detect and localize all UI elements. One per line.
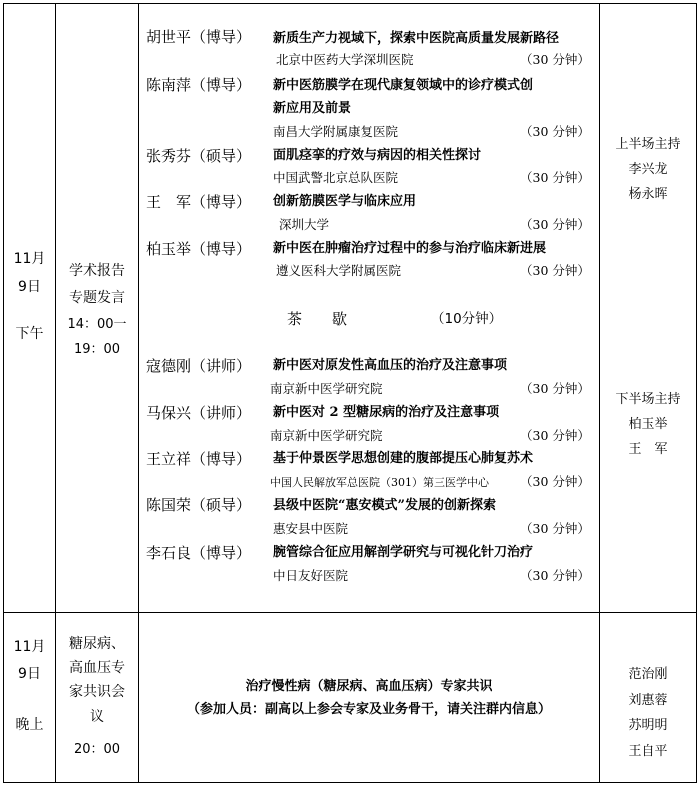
speaker-name: 马保兴（讲师） <box>146 404 252 422</box>
institution: 中日友好医院 <box>273 568 349 583</box>
table-border-right <box>696 3 697 783</box>
date-day: 9日 <box>18 279 41 295</box>
duration: （30 分钟） <box>520 568 590 583</box>
row-divider <box>3 612 697 613</box>
host-name: 苏明明 <box>628 718 668 733</box>
duration: （30 分钟） <box>520 521 590 536</box>
table-border-top <box>3 3 697 4</box>
host-name: 杨永晖 <box>628 187 668 202</box>
institution: 中国武警北京总队医院 <box>273 170 399 185</box>
host-label: 下半场主持 <box>615 392 681 407</box>
speaker-name: 王 军（博导） <box>146 193 252 211</box>
speaker-name: 陈国荣（硕导） <box>146 496 252 514</box>
institution: 南京新中医学研究院 <box>270 381 383 396</box>
speaker-name: 寇德刚（讲师） <box>146 357 252 375</box>
session-type-line: 议 <box>90 709 104 725</box>
session-time: 20：00 <box>73 742 121 757</box>
host-name: 王 军 <box>628 442 668 457</box>
date-day: 9日 <box>18 666 41 682</box>
session-type-line: 糖尿病、 <box>69 636 125 652</box>
host-name: 李兴龙 <box>628 162 668 177</box>
consensus-title: 治疗慢性病（糖尿病、高血压病）专家共识 <box>245 679 493 694</box>
talk-title: 创新筋膜医学与临床应用 <box>273 194 417 209</box>
duration: （30 分钟） <box>520 170 590 185</box>
talk-title: 县级中医院“惠安模式”发展的创新探索 <box>273 498 496 513</box>
duration: （30 分钟） <box>520 263 590 278</box>
talk-title: 基于仲景医学思想创建的腹部提压心肺复苏术 <box>273 451 534 466</box>
talk-title: 新质生产力视域下，探索中医院高质量发展新路径 <box>273 31 560 46</box>
duration: （30 分钟） <box>520 124 590 139</box>
host-name: 王自平 <box>628 744 668 759</box>
session-type-line: 专题发言 <box>69 290 125 306</box>
speaker-name: 陈南萍（博导） <box>146 76 252 94</box>
session-type-line: 高血压专 <box>69 660 125 676</box>
speaker-name: 李石良（博导） <box>146 544 252 562</box>
date-period: 晚上 <box>15 717 44 733</box>
duration: （30 分钟） <box>520 52 590 67</box>
duration: （30 分钟） <box>520 474 590 489</box>
talk-title: 新中医对 2 型糖尿病的治疗及注意事项 <box>273 405 500 420</box>
session-time-end: 19：00 <box>73 342 121 357</box>
talk-title: 腕管综合征应用解剖学研究与可视化针刀治疗 <box>273 545 534 560</box>
institution: 遵义医科大学附属医院 <box>276 263 402 278</box>
speaker-name: 王立祥（博导） <box>146 450 252 468</box>
talk-title: 新中医对原发性高血压的治疗及注意事项 <box>273 358 508 373</box>
institution: 南京新中医学研究院 <box>270 428 383 443</box>
tea-break-duration: （10分钟） <box>431 311 503 327</box>
date-month: 11月 <box>13 251 46 267</box>
session-time-start: 14：00一 <box>67 317 127 332</box>
institution: 南昌大学附属康复医院 <box>273 124 399 139</box>
session-type-line: 家共识会 <box>69 684 125 700</box>
table-border-bottom <box>3 782 697 783</box>
session-type-line: 学术报告 <box>69 263 125 279</box>
speaker-name: 张秀芬（硕导） <box>146 147 252 165</box>
tea-break-label: 茶 歇 <box>287 310 348 328</box>
host-label: 上半场主持 <box>615 137 681 152</box>
table-border-left <box>3 3 4 783</box>
institution: 北京中医药大学深圳医院 <box>276 52 414 67</box>
host-name: 范治刚 <box>628 667 668 682</box>
speaker-name: 柏玉举（博导） <box>146 240 252 258</box>
institution: 深圳大学 <box>279 217 330 232</box>
duration: （30 分钟） <box>520 381 590 396</box>
talk-title: 面肌痉挛的疗效与病因的相关性探讨 <box>273 148 482 163</box>
institution: 中国人民解放军总医院（301）第三医学中心 <box>270 476 489 489</box>
host-name: 柏玉举 <box>628 417 668 432</box>
speaker-name: 胡世平（博导） <box>146 28 252 46</box>
host-name: 刘惠蓉 <box>628 693 668 708</box>
date-period: 下午 <box>15 326 44 342</box>
consensus-note: （参加人员：副高以上参会专家及业务骨干，请关注群内信息） <box>186 702 551 717</box>
duration: （30 分钟） <box>520 217 590 232</box>
institution: 惠安县中医院 <box>273 521 349 536</box>
talk-title-continued: 新应用及前景 <box>273 101 352 116</box>
duration: （30 分钟） <box>520 428 590 443</box>
talk-title: 新中医筋膜学在现代康复领域中的诊疗模式创 <box>273 78 534 93</box>
column-divider-2 <box>138 3 139 783</box>
date-month: 11月 <box>13 639 46 655</box>
talk-title: 新中医在肿瘤治疗过程中的参与治疗临床新进展 <box>273 241 547 256</box>
